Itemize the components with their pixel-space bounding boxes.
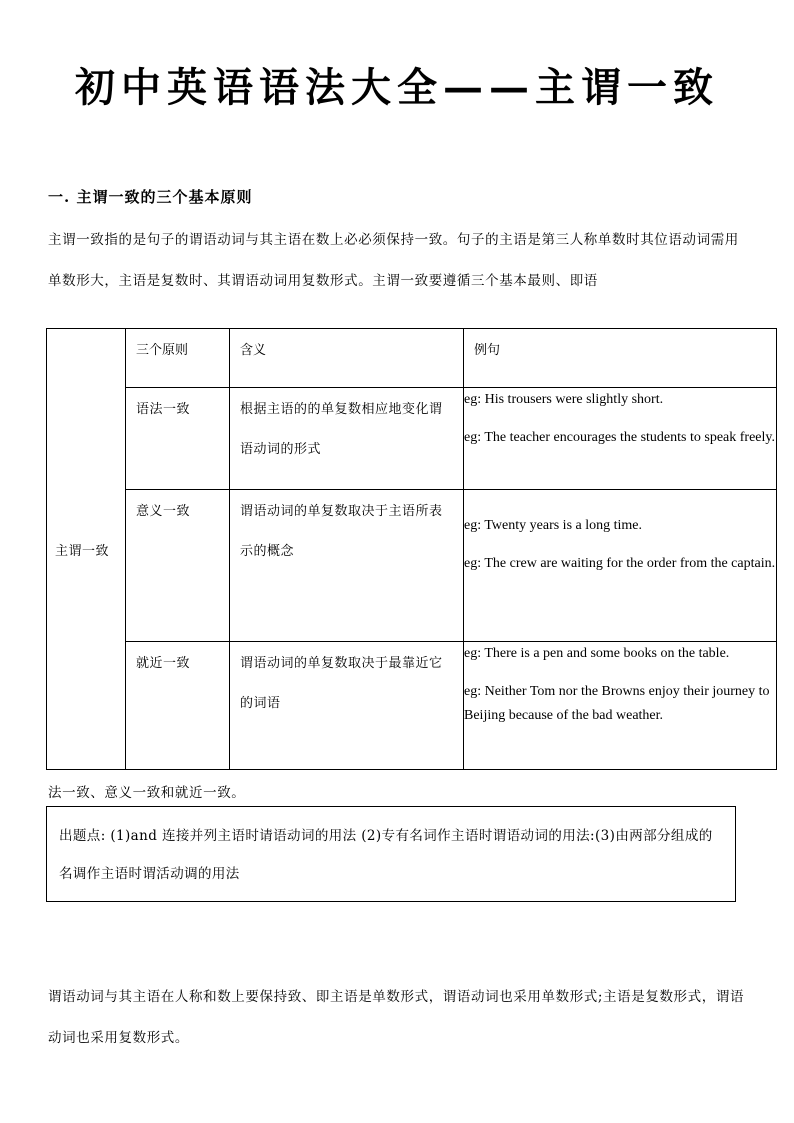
meaning-cell <box>230 490 464 642</box>
examples-cell <box>464 388 777 490</box>
final-paragraph: 谓语动词与其主语在人称和数上要保持致、即主语是单数形式，谓语动词也采用单数形式;主语是复数形式，谓语动词也采用复数形式。 <box>48 989 745 1046</box>
section-heading: 一. 主谓一致的三个基本原则 <box>48 188 253 206</box>
header-cell <box>230 329 464 388</box>
example-sentence: eg: Twenty years is a long time. <box>464 518 643 533</box>
exam-points-text: 出题点: (1)and 连接并列主语时请语动词的用法 (2)专有名词作主语时谓语动词的用法:(3)由两部分组成的名调作主语时谓活动调的用法 <box>59 828 713 882</box>
principle-cell <box>126 642 230 770</box>
side-label: 主谓一致 <box>55 543 110 559</box>
principle-cell <box>126 490 230 642</box>
intro-paragraph: 主谓一致指的是句子的谓语动词与其主语在数上必必须保持一致。句子的主语是第三人称单数时其位语动词需用单数形大，主语是复数时、其谓语动词用复数形式。主谓一致要遵循三个基本最则、即语 <box>48 232 739 289</box>
after-table-text: 法一致、意义一致和就近一致。 <box>48 785 246 801</box>
example-sentence: eg: His trousers were slightly short. <box>464 392 664 407</box>
example-sentence: eg: The teacher encourages the students to speak freely. <box>464 430 775 445</box>
header-examples: 例句 <box>474 343 501 358</box>
meaning-text: 谓语动词的单复数取决于主语所表示的概念 <box>240 504 443 559</box>
page-title: 初中英语语法大全——主谓一致 <box>75 64 719 111</box>
examples-cell <box>464 490 777 642</box>
examples-cell <box>464 642 777 770</box>
meaning-cell <box>230 388 464 490</box>
header-meaning: 含义 <box>240 343 267 358</box>
principles-table <box>46 328 777 770</box>
table-row <box>47 490 777 642</box>
principle-label: 语法一致 <box>136 402 191 417</box>
meaning-text: 谓语动词的单复数取决于最靠近它的词语 <box>240 656 443 711</box>
header-principles: 三个原则 <box>136 343 189 358</box>
example-sentence: eg: Neither Tom nor the Browns enjoy their journey to Beijing because of the bad weather. <box>464 684 770 723</box>
header-cell <box>464 329 777 388</box>
table-row <box>47 642 777 770</box>
example-sentence: eg: There is a pen and some books on the table. <box>464 646 730 661</box>
table-header-row <box>47 329 777 388</box>
principle-label: 意义一致 <box>136 504 191 519</box>
meaning-cell <box>230 642 464 770</box>
principle-cell <box>126 388 230 490</box>
table-row <box>47 388 777 490</box>
meaning-text: 根据主语的的单复数相应地变化谓语动词的形式 <box>240 402 443 457</box>
side-label-cell <box>47 329 126 770</box>
principle-label: 就近一致 <box>136 656 191 671</box>
exam-points-box <box>46 806 736 902</box>
example-sentence: eg: The crew are waiting for the order from the captain. <box>464 556 776 571</box>
header-cell <box>126 329 230 388</box>
